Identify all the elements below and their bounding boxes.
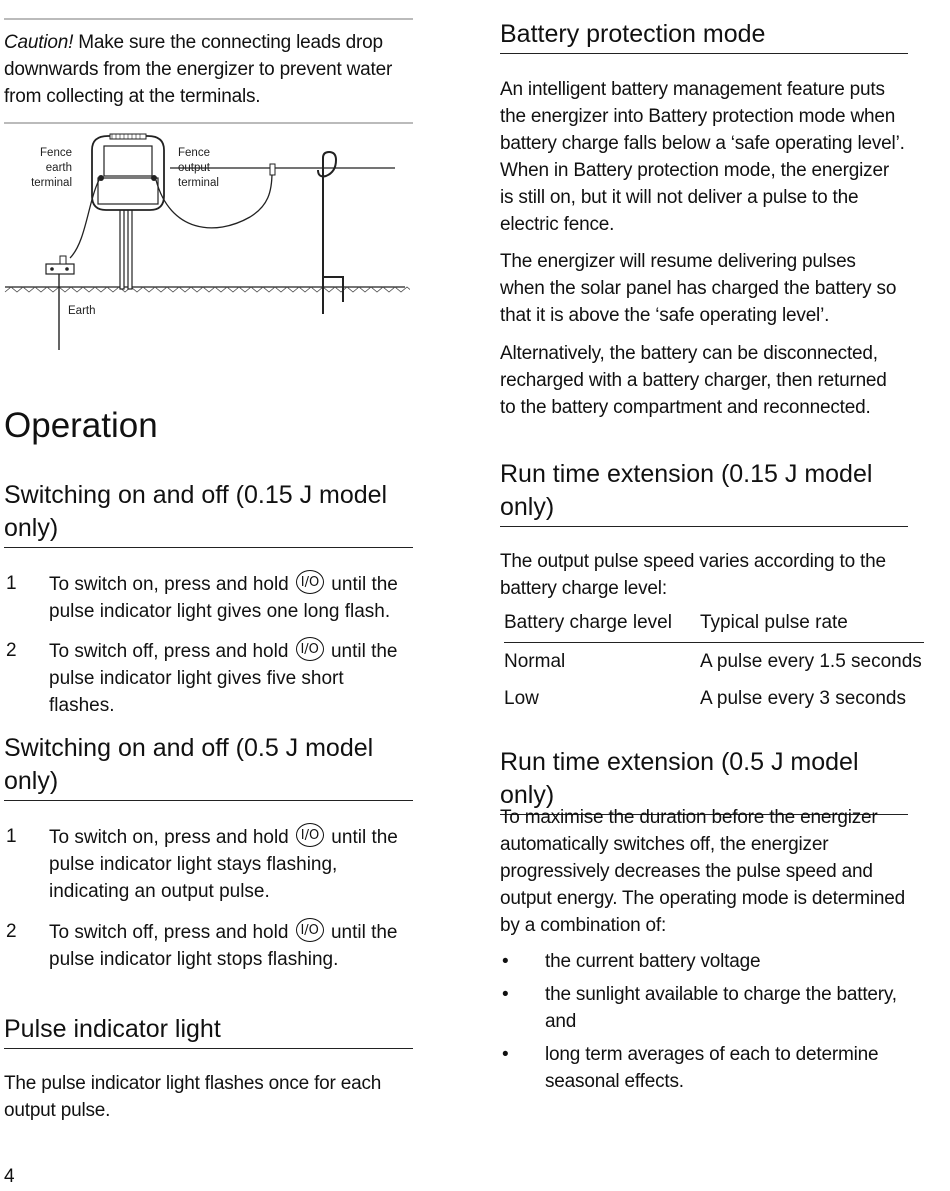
battery-protection-para-2: The energizer will resume delivering pulses when the solar panel has charged the battery so that it is above the ‘safe operating level’. (500, 251, 897, 326)
step-text: To switch on, press and hold (49, 827, 295, 848)
step-text: To switch off, press and hold (49, 641, 294, 662)
power-button-icon: I/O (296, 570, 324, 594)
label-fence-output-2: output (178, 162, 210, 174)
caution-note (4, 18, 413, 124)
list-item: • long term averages of each to determine seasonal effects. (500, 1041, 926, 1095)
switch-05-heading: Switching on and off (0.5 J model only) (4, 732, 413, 801)
table-header: Typical pulse rate (692, 612, 924, 643)
mode-factors-list (500, 948, 926, 1101)
label-fence-earth-1: Fence (40, 147, 72, 159)
run-05-intro: To maximise the duration before the energizer automatically switches off, the energizer progressively decreases the pulse speed and output energy. The operating mode is determined by a combination of: (500, 807, 905, 936)
step-number: 1 (6, 826, 17, 847)
step-text: until the pulse indicator light stays flashing, indicating an output pulse. (49, 827, 398, 902)
table-row (504, 643, 924, 681)
step-number: 2 (6, 921, 17, 942)
caution-lead: Caution! (4, 32, 74, 53)
table-cell: A pulse every 1.5 seconds (700, 650, 922, 672)
post-right (128, 207, 132, 289)
energizer-front-panel (98, 178, 158, 204)
caution-paragraph (4, 29, 413, 110)
operation-title: Operation (4, 406, 158, 445)
energizer-installation-diagram (0, 132, 410, 354)
table-cell: Normal (504, 650, 566, 672)
label-fence-output-3: terminal (178, 177, 219, 189)
step-number: 2 (6, 640, 17, 661)
step-text: To switch off, press and hold (49, 922, 294, 943)
list-item: • the current battery voltage (500, 948, 926, 975)
run-015-intro: The output pulse speed varies according to the battery charge level: (500, 551, 886, 599)
power-button-icon: I/O (296, 918, 324, 942)
power-button-icon: I/O (296, 823, 324, 847)
wire-connector (270, 164, 275, 175)
run-015-heading: Run time extension (0.15 J model only) (500, 458, 908, 527)
step-text: until the pulse indicator light gives one long flash. (49, 574, 398, 622)
solar-panel (104, 146, 152, 176)
switch-05-step-1 (4, 823, 414, 905)
post-left (120, 207, 124, 289)
table-header: Battery charge level (504, 612, 692, 643)
label-fence-earth-3: terminal (31, 177, 72, 189)
switch-05-step-2 (4, 918, 414, 973)
step-text: until the pulse indicator light gives five short flashes. (49, 641, 398, 716)
list-item: • the sunlight available to charge the battery, and (500, 981, 926, 1035)
switch-015-step-1 (4, 570, 414, 625)
ground-hatch (5, 287, 410, 292)
page-number: 4 (4, 1166, 15, 1187)
table-header-row (504, 612, 924, 643)
step-number: 1 (6, 573, 17, 594)
battery-protection-heading: Battery protection mode (500, 18, 908, 54)
pulse-light-text: The pulse indicator light flashes once for each output pulse. (4, 1073, 382, 1121)
earth-lead (70, 180, 99, 258)
pulse-rate-table (504, 612, 924, 717)
table-cell: Low (504, 687, 539, 709)
label-fence-earth-2: earth (45, 162, 72, 174)
switch-015-heading: Switching on and off (0.15 J model only) (4, 479, 413, 548)
label-earth: Earth (68, 305, 96, 317)
caution-text: Make sure the connecting leads drop downwards from the energizer to prevent water from collecting at the terminals. (4, 32, 393, 107)
label-fence-output-1: Fence (178, 147, 210, 159)
power-button-icon: I/O (296, 637, 324, 661)
table-cell: A pulse every 3 seconds (700, 687, 906, 709)
step-text: To switch on, press and hold (49, 574, 295, 595)
step-text: until the pulse indicator light stops flashing. (49, 922, 398, 970)
battery-protection-para-3: Alternatively, the battery can be disconnected, recharged with a battery charger, then returned to the battery compartment and reconnected. (500, 343, 887, 418)
table-row (504, 680, 924, 717)
pulse-light-heading: Pulse indicator light (4, 1013, 413, 1049)
switch-015-step-2 (4, 637, 414, 719)
run-05-heading: Run time extension (0.5 J model only) (500, 746, 908, 815)
pigtail-post (318, 152, 336, 314)
battery-protection-para-1: An intelligent battery management feature puts the energizer into Battery protection mode when battery charge falls below a ‘safe operating level’. When in Battery protection mode, the energizer is still on, but it will not deliver a pulse to the electric fence. (500, 79, 905, 235)
